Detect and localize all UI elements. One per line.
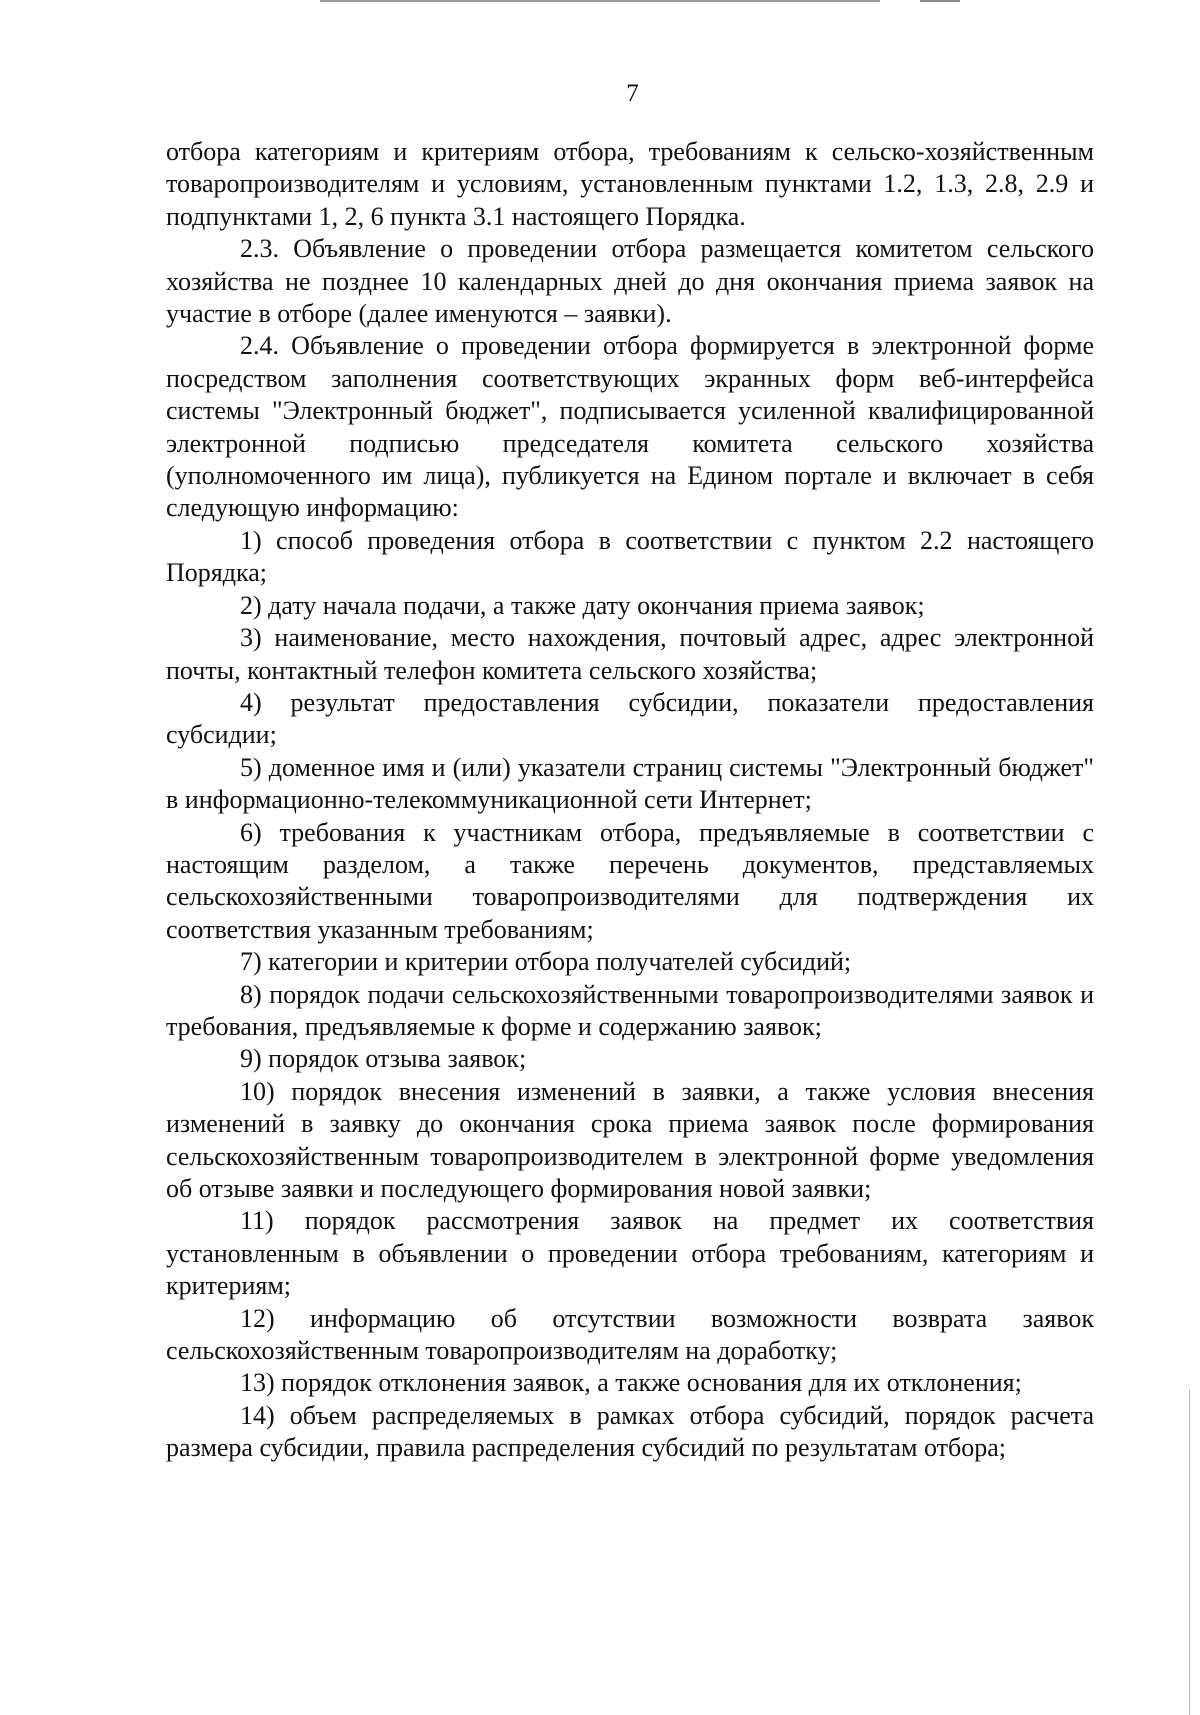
scan-edge-right: [1189, 1390, 1190, 1715]
list-item-7: 7) категории и критерии отбора получателей субсидий;: [240, 947, 852, 977]
list-item-11: 11) порядок рассмотрения заявок на предмет их соответствия установленным в объявлении о проведении отбора требованиям, категориям и критериям;: [166, 1206, 1094, 1301]
document-body: [166, 136, 1094, 1465]
list-item-5: 5) доменное имя и (или) указатели страниц системы "Электронный бюджет" в информационно-телекоммуникационной сети Интернет;: [166, 752, 1094, 815]
list-item-12: 12) информацию об отсутствии возможности возврата заявок сельскохозяйственным товаропроизводителям на доработку;: [166, 1303, 1094, 1366]
list-item-9: 9) порядок отзыва заявок;: [240, 1044, 527, 1074]
paragraph-2-4: 2.4. Объявление о проведении отбора формируется в электронной форме посредством заполнения соответствующих экранных форм веб-интерфейса системы "Электронный бюджет", подписывается усиленной квалифицированной электронной подписью председателя комитета сельского хозяйства (уполномоченного им лица), публикуется на Едином портале и включает в себя следующую информацию:: [166, 331, 1094, 523]
paragraph-continuation: отбора категориям и критериям отбора, требованиям к сельско-хозяйственным товаропроизводителям и условиям, установленным пунктами 1.2, 1.3, 2.8, 2.9 и подпунктами 1, 2, 6 пункта 3.1 настоящего Порядка.: [166, 137, 1094, 231]
paragraph-2-3: 2.3. Объявление о проведении отбора размещается комитетом сельского хозяйства не позднее 10 календарных дней до дня окончания приема заявок на участие в отборе (далее именуются – заявки).: [166, 234, 1094, 329]
list-item-4: 4) результат предоставления субсидии, показатели предоставления субсидии;: [166, 687, 1094, 750]
page-number: 7: [626, 80, 639, 107]
scan-edge-top-fragment: [920, 0, 960, 2]
list-item-3: 3) наименование, место нахождения, почтовый адрес, адрес электронной почты, контактный телефон комитета сельского хозяйства;: [166, 623, 1094, 685]
list-item-8: 8) порядок подачи сельскохозяйственными товаропроизводителями заявок и требования, предъявляемые к форме и содержанию заявок;: [166, 979, 1094, 1041]
list-item-2: 2) дату начала подачи, а также дату окончания приема заявок;: [240, 590, 925, 620]
list-item-13: 13) порядок отклонения заявок, а также основания для их отклонения;: [240, 1368, 1022, 1398]
list-item-14: 14) объем распределяемых в рамках отбора субсидий, порядок расчета размера субсидии, правила распределения субсидий по результатам отбора;: [166, 1400, 1094, 1463]
list-item-6: 6) требования к участникам отбора, предъявляемые в соответствии с настоящим разделом, а также перечень документов, представляемых сельскохозяйственными товаропроизводителями для подтверждения их соответствия указанным требованиям;: [166, 817, 1094, 944]
scan-edge-top: [320, 0, 880, 2]
list-item-10: 10) порядок внесения изменений в заявки, а также условия внесения изменений в заявку до окончания срока приема заявок после формирования сельскохозяйственным товаропроизводителем в электронной форме уведомления об отзыве заявки и последующего формирования новой заявки;: [166, 1076, 1094, 1203]
list-item-1: 1) способ проведения отбора в соответствии с пунктом 2.2 настоящего Порядка;: [166, 525, 1094, 588]
